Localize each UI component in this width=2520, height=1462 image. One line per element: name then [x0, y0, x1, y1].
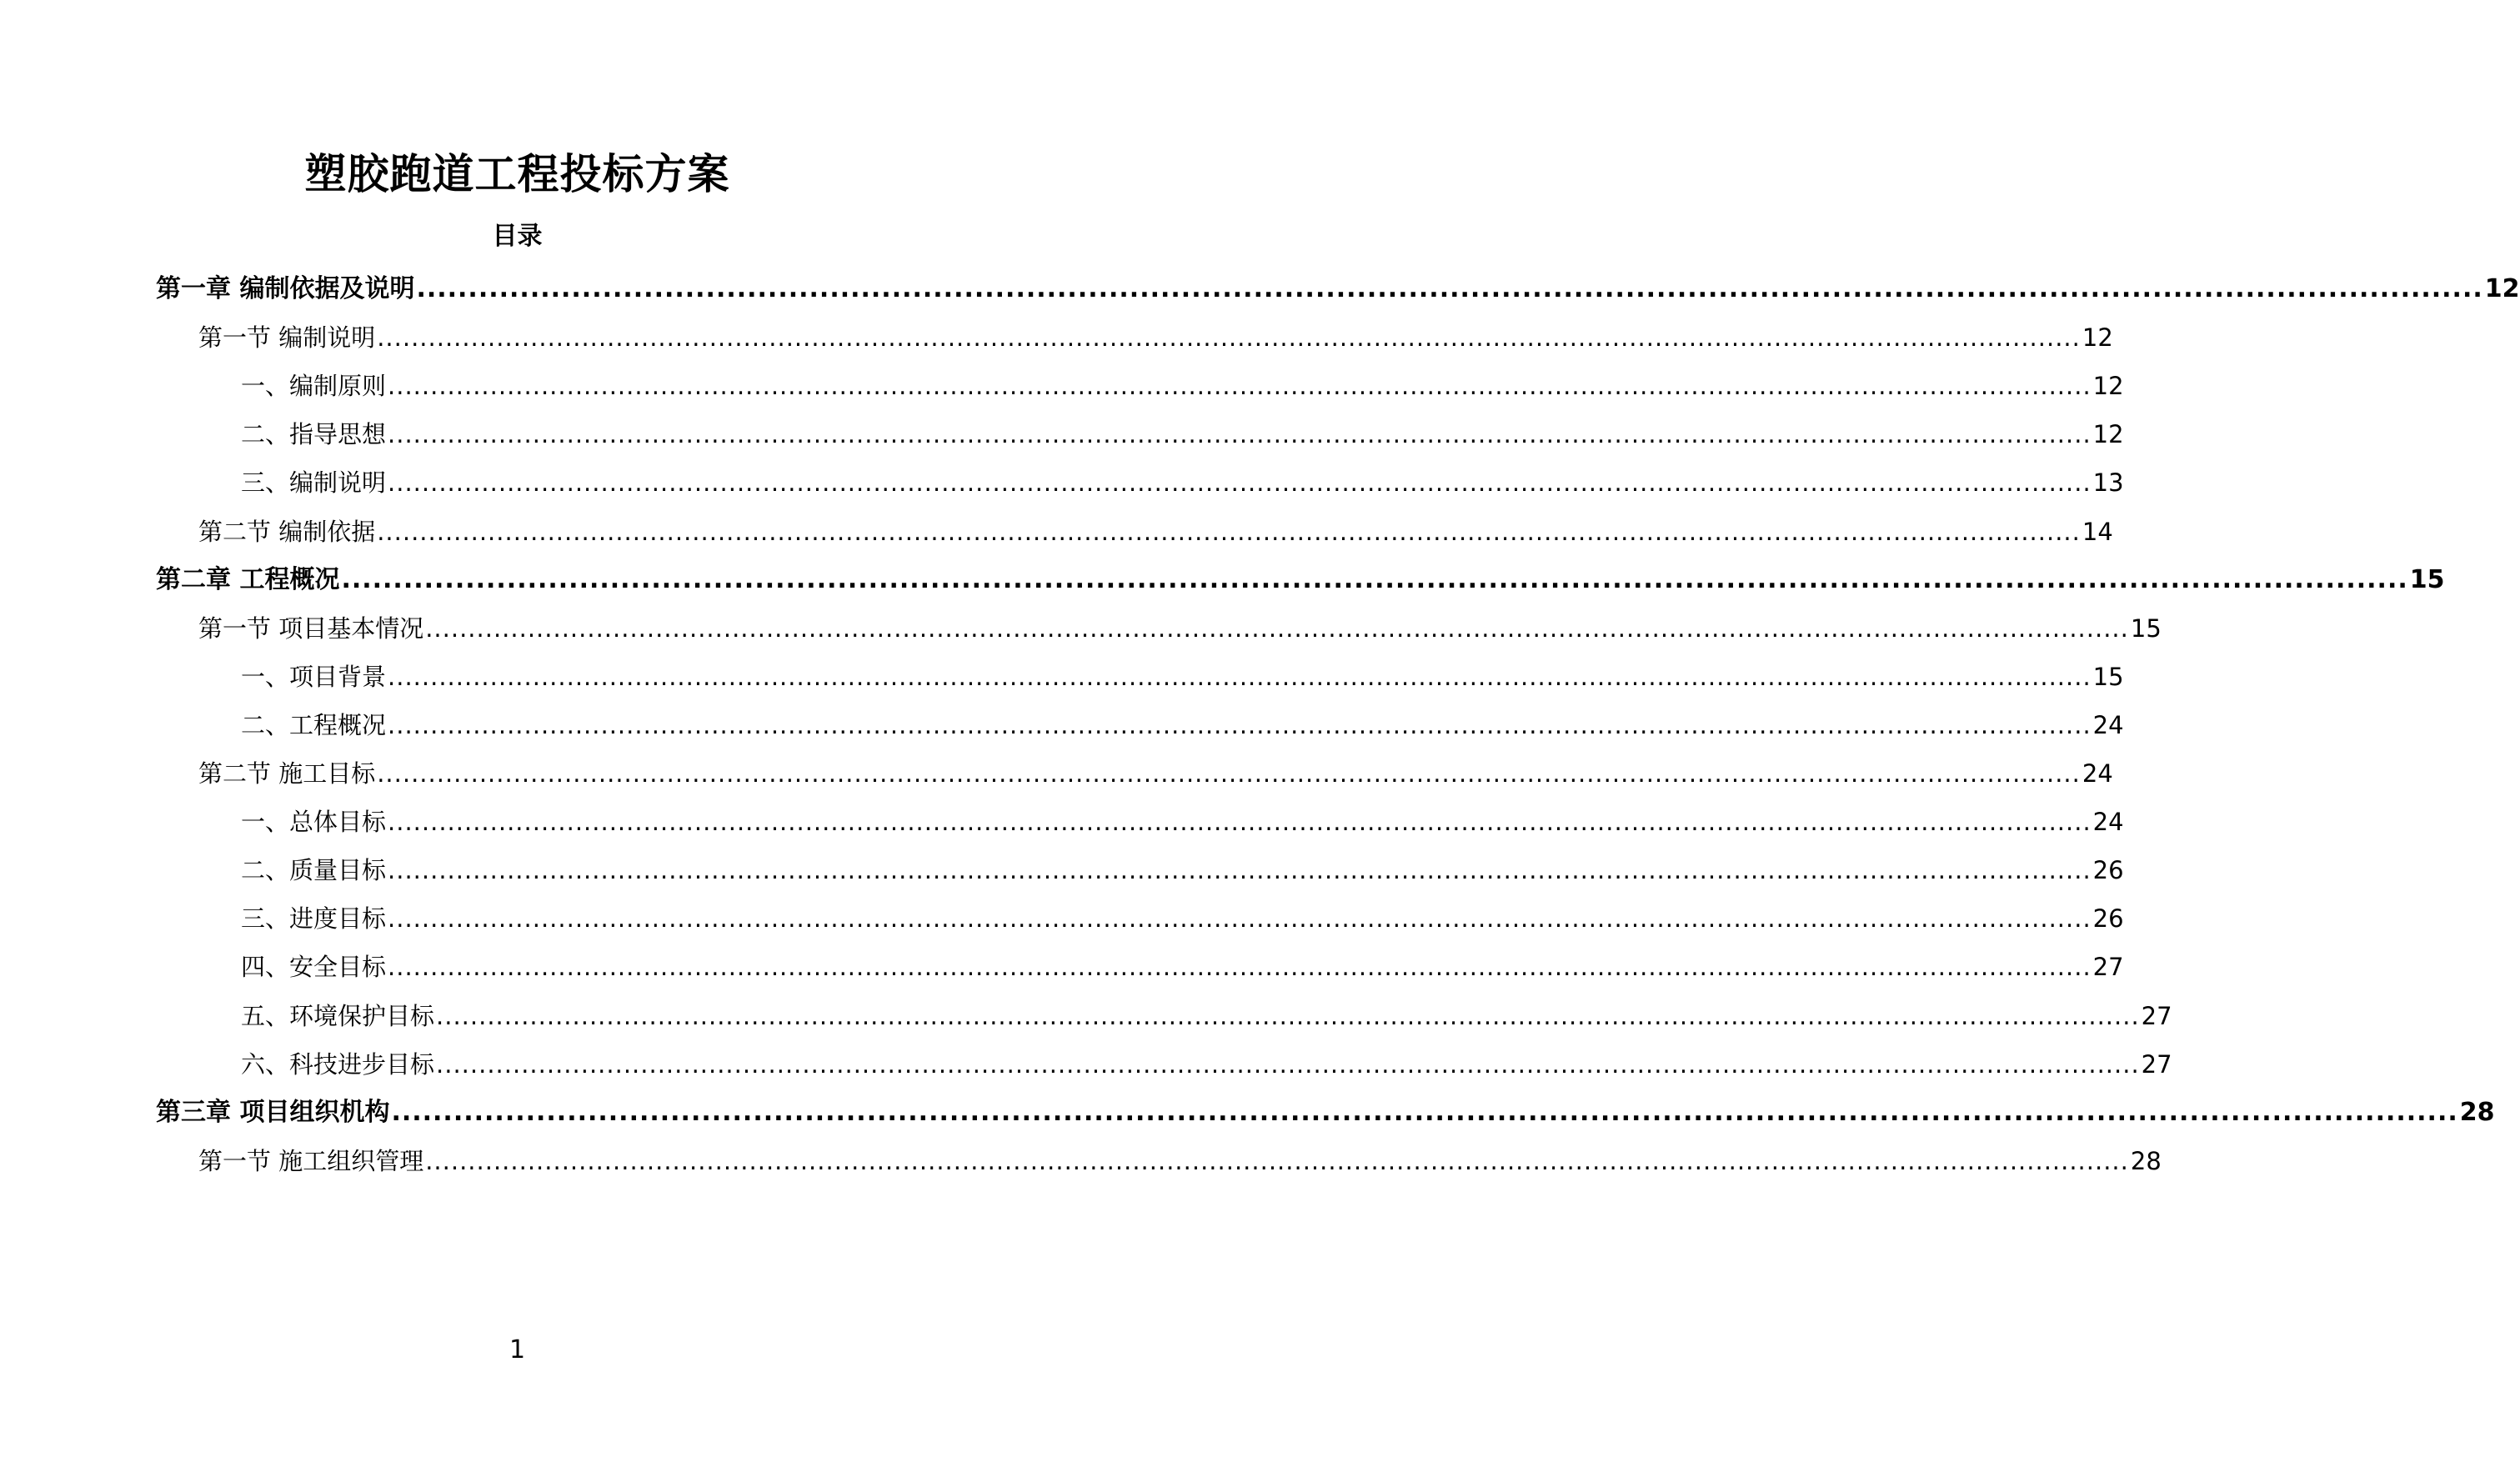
- toc-dot-leader: ........................................................................................................................................................................................................: [377, 323, 2081, 352]
- toc-dot-leader: ........................................................................................................................................................................................................: [377, 518, 2081, 546]
- toc-dot-leader: ........................................................................................................................................................................................................: [388, 808, 2092, 836]
- toc-entry-title: 一、总体目标: [241, 808, 387, 836]
- toc-dot-leader: ........................................................................................................................................................................................................: [425, 614, 2129, 643]
- toc-entry-page: 12: [2092, 420, 2124, 448]
- toc-entry-page: 24: [2082, 759, 2113, 788]
- toc-entry-page: 13: [2092, 468, 2124, 497]
- toc-entry-page: 28: [2459, 1098, 2495, 1127]
- page-number: 1: [509, 1335, 526, 1364]
- toc-entry-title: 第三章 项目组织机构: [156, 1098, 390, 1127]
- toc-entry[interactable]: [156, 273, 2520, 306]
- toc-entry-page: 24: [2092, 711, 2124, 739]
- toc-entry[interactable]: [241, 369, 2124, 403]
- toc-entry-title: 五、环境保护目标: [241, 1002, 435, 1030]
- toc-entry-title: 一、编制原则: [241, 372, 387, 400]
- toc-dot-leader: ........................................................................................................................................................................................................: [436, 1050, 2140, 1079]
- toc-entry-page: 14: [2082, 518, 2113, 546]
- toc-entry-title: 第一节 施工组织管理: [198, 1147, 424, 1175]
- toc-dot-leader: ........................................................................................................................................................................................................: [436, 1002, 2140, 1030]
- toc-dot-leader: ........................................................................................................................................................................................................: [377, 759, 2081, 788]
- toc-entry-page: 15: [2130, 614, 2162, 643]
- toc-entry-title: 第一节 编制说明: [198, 323, 376, 352]
- toc-entry-page: 26: [2092, 904, 2124, 933]
- toc-entry[interactable]: [241, 902, 2124, 935]
- toc-entry[interactable]: [241, 950, 2124, 984]
- toc-entry-title: 二、指导思想: [241, 420, 387, 448]
- toc-entry-page: 27: [2092, 953, 2124, 981]
- toc-entry-page: 28: [2130, 1147, 2162, 1175]
- toc-entry-title: 一、项目背景: [241, 663, 387, 691]
- toc-entry[interactable]: [198, 612, 2162, 645]
- toc-entry[interactable]: [198, 1144, 2162, 1178]
- toc-entry[interactable]: [156, 563, 2445, 597]
- toc-dot-leader: ........................................................................................................................................................................................................: [388, 711, 2092, 739]
- toc-entry-page: 15: [2409, 565, 2445, 594]
- toc-dot-leader: ........................................................................................................................................................................................................: [388, 856, 2092, 884]
- toc-dot-leader: ........................................................................................................................................................................................................: [388, 468, 2092, 497]
- toc-entry-page: 12: [2484, 274, 2520, 303]
- toc-entry-page: 24: [2092, 808, 2124, 836]
- toc-entry-title: 二、工程概况: [241, 711, 387, 739]
- toc-heading: 目录: [492, 222, 543, 251]
- toc-entry-title: 二、质量目标: [241, 856, 387, 884]
- toc-entry-title: 四、安全目标: [241, 953, 387, 981]
- toc-entry[interactable]: [198, 757, 2113, 790]
- toc-dot-leader: ........................................................................................................................................................................................................: [388, 372, 2092, 400]
- toc-entry[interactable]: [241, 418, 2124, 451]
- toc-entry-page: 27: [2141, 1002, 2172, 1030]
- toc-entry[interactable]: [241, 660, 2124, 693]
- toc-entry[interactable]: [241, 999, 2172, 1033]
- toc-entry[interactable]: [241, 805, 2124, 839]
- toc-entry[interactable]: [241, 708, 2124, 742]
- toc-entry-title: 第二章 工程概况: [156, 565, 340, 594]
- toc-entry-title: 第二节 施工目标: [198, 759, 376, 788]
- toc-dot-leader: ........................................................................................................................................................................................................: [388, 953, 2092, 981]
- toc-entry[interactable]: [241, 854, 2124, 887]
- toc-entry-title: 第一章 编制依据及说明: [156, 274, 415, 303]
- toc-dot-leader: ........................................................................................................................................................................................................: [388, 663, 2092, 691]
- toc-entry-title: 第二节 编制依据: [198, 518, 376, 546]
- toc-dot-leader: ........................................................................................................................................................................................................: [416, 274, 2483, 303]
- toc-entry-title: 三、进度目标: [241, 904, 387, 933]
- toc-entry[interactable]: [198, 515, 2113, 548]
- toc-entry-page: 27: [2141, 1050, 2172, 1079]
- toc-entry-title: 六、科技进步目标: [241, 1050, 435, 1079]
- toc-dot-leader: ........................................................................................................................................................................................................: [388, 420, 2092, 448]
- toc-entry[interactable]: [156, 1096, 2495, 1129]
- toc-entry-title: 第一节 项目基本情况: [198, 614, 424, 643]
- toc-dot-leader: ........................................................................................................................................................................................................: [425, 1147, 2129, 1175]
- toc-dot-leader: ........................................................................................................................................................................................................: [341, 565, 2408, 594]
- toc-entry-page: 12: [2082, 323, 2113, 352]
- toc-entry[interactable]: [241, 1048, 2172, 1081]
- toc-entry[interactable]: [198, 321, 2113, 354]
- toc-dot-leader: ........................................................................................................................................................................................................: [388, 904, 2092, 933]
- toc-entry-page: 15: [2092, 663, 2124, 691]
- document-title: 塑胶跑道工程投标方案: [304, 150, 730, 198]
- toc-entry-title: 三、编制说明: [241, 468, 387, 497]
- toc-entry[interactable]: [241, 466, 2124, 499]
- toc-dot-leader: ........................................................................................................................................................................................................: [391, 1098, 2458, 1127]
- toc-entry-page: 12: [2092, 372, 2124, 400]
- toc-entry-page: 26: [2092, 856, 2124, 884]
